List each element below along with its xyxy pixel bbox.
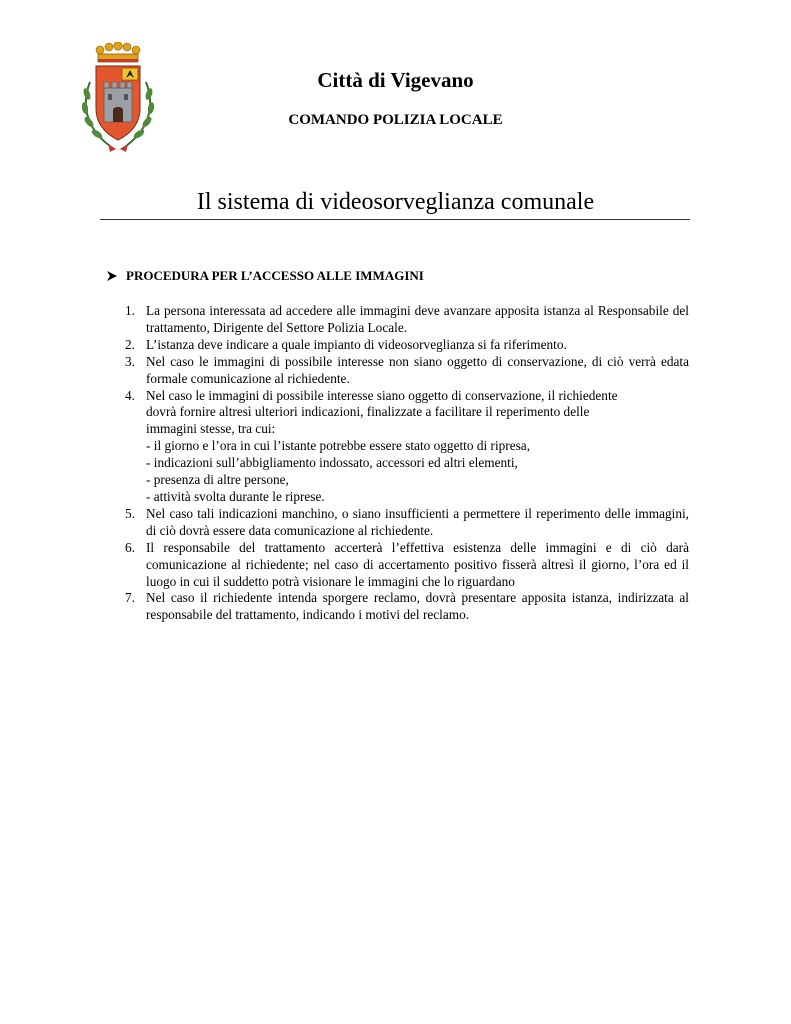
item-subpoint: - presenza di altre persone, bbox=[146, 472, 289, 488]
item-number: 3. bbox=[125, 353, 135, 369]
list-item bbox=[121, 354, 689, 388]
item-text-line: dovrà fornire altresì ulteriori indicazioni, finalizzate a facilitare il reperimento delle bbox=[146, 404, 590, 420]
item-subpoint: - attività svolta durante le riprese. bbox=[146, 488, 325, 504]
item-subpoint: - indicazioni sull’abbigliamento indossato, accessori ed altri elementi, bbox=[146, 455, 518, 471]
item-text-line: immagini stesse, tra cui: bbox=[146, 421, 276, 437]
list-item bbox=[121, 540, 689, 591]
list-item bbox=[121, 337, 689, 354]
item-text: Nel caso tali indicazioni manchino, o siano insufficienti a permettere il reperimento delle immagini, di ciò dovrà essere data comunicazione al richiedente. bbox=[146, 505, 689, 538]
command-name-text: COMANDO POLIZIA LOCALE bbox=[288, 112, 503, 128]
list-item bbox=[121, 303, 689, 337]
city-name bbox=[0, 68, 791, 93]
item-number: 4. bbox=[125, 387, 135, 403]
title-divider bbox=[100, 219, 690, 220]
procedure-list bbox=[121, 303, 689, 624]
list-item bbox=[121, 506, 689, 540]
crown-icon bbox=[96, 42, 140, 62]
item-text: Nel caso il richiedente intenda sporgere reclamo, dovrà presentare apposita istanza, indirizzata al responsabile del trattamento, indicando i motivi del reclamo. bbox=[146, 590, 689, 623]
item-number: 5. bbox=[125, 505, 135, 521]
arrow-bullet-icon bbox=[106, 270, 118, 282]
city-name-text: Città di Vigevano bbox=[317, 68, 474, 92]
item-number: 1. bbox=[125, 303, 135, 318]
item-subpoint: - il giorno e l’ora in cui l’istante potrebbe essere stato oggetto di ripresa, bbox=[146, 438, 531, 454]
command-name bbox=[0, 112, 791, 129]
item-number: 6. bbox=[125, 539, 135, 555]
list-item bbox=[121, 388, 689, 506]
item-text: Il responsabile del trattamento accerterà l’effettiva esistenza delle immagini e di ciò darà comunicazione al richiedente; nel caso di accertamento positivo fisserà altresì il giorno, l’ora ed il luogo in cui il suddetto potrà visionare le immagini che lo riguardano bbox=[146, 539, 689, 589]
item-text: La persona interessata ad accedere alle immagini deve avanzare apposita istanza al Responsabile del trattamento, Dirigente del Settore Polizia Locale. bbox=[146, 303, 689, 335]
item-text-line: Nel caso le immagini di possibile interesse siano oggetto di conservazione, il richiedente bbox=[146, 387, 618, 403]
document-title: Il sistema di videosorveglianza comunale bbox=[196, 189, 595, 215]
coat-of-arms-icon bbox=[80, 42, 156, 154]
item-text: Nel caso le immagini di possibile interesse non siano oggetto di conservazione, di ciò verrà edata formale comunicazione al richiedente. bbox=[146, 353, 689, 386]
section-title: PROCEDURA PER L’ACCESSO ALLE IMMAGINI bbox=[126, 268, 424, 283]
item-text: L’istanza deve indicare a quale impianto di videosorveglianza si fa riferimento. bbox=[146, 336, 567, 352]
list-item bbox=[121, 590, 689, 624]
item-number: 2. bbox=[125, 336, 135, 352]
section-heading bbox=[106, 268, 424, 284]
item-number: 7. bbox=[125, 590, 135, 606]
